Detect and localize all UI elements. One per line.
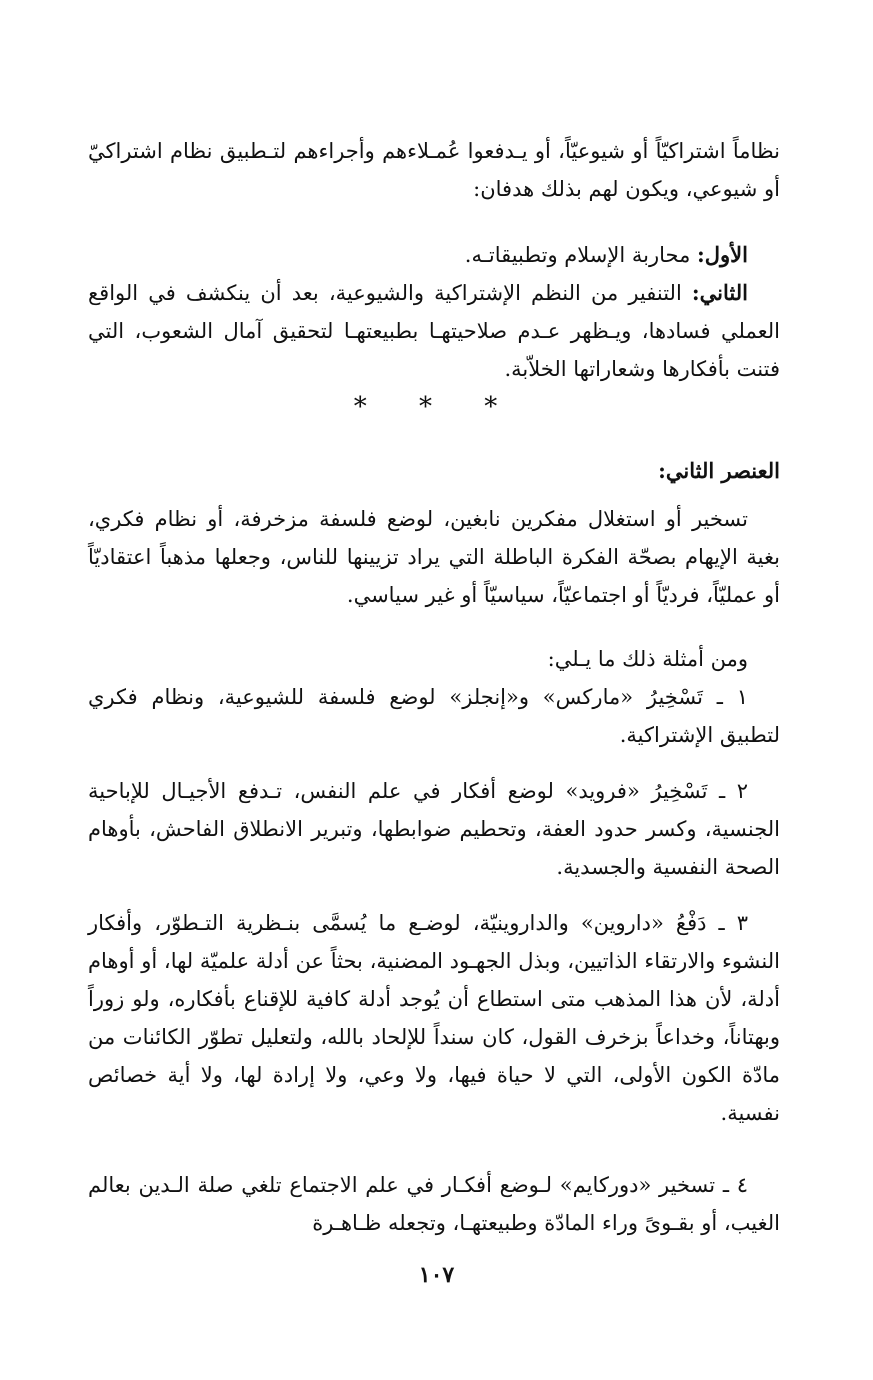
first-goal-label: الأول: (697, 242, 748, 267)
paragraph-second-element: تسخير أو استغلال مفكرين نابغين، لوضع فلسفة مزخرفة، أو نظام فكري، بغية الإيهام بصحّة الفكرة الباطلة التي يراد تزيينها للناس، وجعلها مذهباً اعتقاديّاً أو عمليّاً، فرديّاً أو اجتماعيّاً، سياسيّاً أو غير سياسي. (88, 507, 780, 607)
page-number: ١٠٧ (418, 1262, 455, 1288)
paragraph-first-goal (88, 236, 780, 274)
paragraph-examples-intro: ومن أمثلة ذلك ما يـلي: (547, 647, 748, 671)
list-item-darwin: ٣ ـ دَفْعُ «داروين» والداروينيّة، لوضـع ما يُسمَّى بنـظرية التـطوّر، وأفكار النشوء والارتقاء الذاتيين، وبذل الجهـود المضنية، بحثاً عن أدلة علميّة لها، أو أوهام أدلة، لأن هذا المذهب متى استطاع أن يُوجد أدلة كافية للإقناع بأفكاره، ولو زوراً وبهتاناً، وخداعاً بزخرف القول، كان سنداً للإلحاد بالله، ولتعليل تطوّر الكائنات من مادّة الكون الأولى، التي لا حياة فيها، ولا وعي، ولا إرادة لها، ولا أية خصائص نفسية. (88, 911, 780, 1125)
first-goal-text: محاربة الإسلام وتطبيقاتـه. (464, 243, 698, 267)
list-item-marx: ١ ـ تَسْخِيرُ «ماركس» و«إنجلز» لوضع فلسفة للشيوعية، ونظام فكري لتطبيق الإشتراكية. (88, 685, 780, 747)
second-goal-label: الثاني: (691, 280, 748, 305)
list-item-freud: ٢ ـ تَسْخِيرُ «فرويد» لوضع أفكار في علم النفس، تـدفع الأجيـال للإباحية الجنسية، وكسر حدود العفة، وتحطيم ضوابطها، وتبرير الانطلاق الفاحش، بأوهام الصحة النفسية والجسدية. (88, 779, 780, 879)
paragraph-continuation: نظاماً اشتراكيّاً أو شيوعيّاً، أو يـدفعوا عُمـلاءهم وأجراءهم لتـطبيق نظام اشتراكيّ أو شيوعي، ويكون لهم بذلك هدفان: (88, 139, 780, 201)
section-divider-stars: * * * (353, 392, 520, 422)
second-goal-text: التنفير من النظم الإشتراكية والشيوعية، بعد أن ينكشف في الواقع العملي فسادها، ويـظهر عـدم صلاحيتهـا بطبيعتهـا لتحقيق آمال الشعوب، التي فتنت بأفكارها وشعاراتها الخلاّبة. (88, 281, 780, 381)
section-heading: العنصر الثاني: (658, 458, 780, 483)
list-item-durkheim: ٤ ـ تسخير «دوركايم» لـوضع أفكـار في علم الاجتماع تلغي صلة الـدين بعالم الغيب، أو بقـوىً وراء المادّة وطبيعتهـا، وتجعله ظـاهـرة (88, 1173, 780, 1235)
paragraph-second-goal (88, 274, 780, 388)
